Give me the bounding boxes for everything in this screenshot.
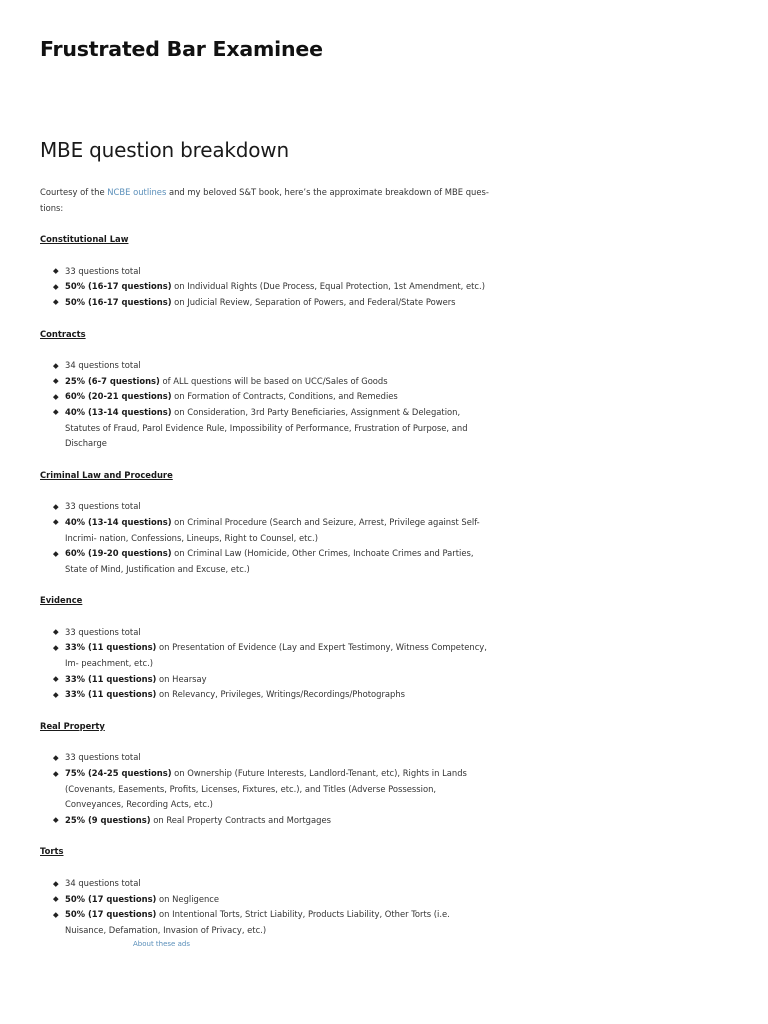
list-item bbox=[65, 625, 492, 641]
item-bold: 60% (19-20 questions) bbox=[65, 548, 172, 559]
item-text: on Criminal Procedure (Search and Seizure, Arrest, Privilege against Self-Incrimi- nation, Confessions, Lineups, Right to Counsel, etc.) bbox=[65, 516, 480, 543]
item-text: on Formation of Contracts, Conditions, and Remedies bbox=[171, 391, 398, 402]
about-these-ads-link[interactable]: About these ads bbox=[133, 940, 190, 948]
list-item bbox=[65, 389, 492, 405]
list-item bbox=[65, 264, 492, 280]
item-bold: 50% (17 questions) bbox=[65, 909, 157, 920]
site-title[interactable]: Frustrated Bar Examinee bbox=[40, 37, 323, 61]
section-heading-contracts: Contracts bbox=[40, 328, 86, 339]
item-bold: 75% (24-25 questions) bbox=[65, 768, 172, 779]
list-item bbox=[65, 640, 492, 671]
constitutional-law-list bbox=[40, 264, 492, 311]
item-text: on Judicial Review, Separation of Powers, and Federal/State Powers bbox=[171, 296, 456, 307]
item-bold: 25% (9 questions) bbox=[65, 814, 151, 825]
item-bold: 40% (13-14 questions) bbox=[65, 516, 172, 527]
item-text: of ALL questions will be based on UCC/Sales of Goods bbox=[159, 375, 388, 386]
post-content bbox=[40, 135, 492, 954]
list-item bbox=[65, 766, 492, 813]
list-item bbox=[65, 405, 492, 452]
item-text: on Presentation of Evidence (Lay and Expert Testimony, Witness Competency, Im- peachment, etc.) bbox=[65, 642, 487, 669]
item-text: on Ownership (Future Interests, Landlord-Tenant, etc), Rights in Lands (Covenants, Easements, Profits, Licenses, Fixtures, etc.), and Titles (Adverse Possession, Conveyances, Recording Acts, etc.) bbox=[65, 768, 467, 810]
list-item bbox=[65, 546, 492, 577]
criminal-law-list bbox=[40, 499, 492, 577]
list-item bbox=[65, 876, 492, 892]
list-item bbox=[65, 907, 492, 938]
post-title: MBE question breakdown bbox=[40, 138, 289, 162]
list-item bbox=[65, 279, 492, 295]
item-text: 34 questions total bbox=[65, 360, 141, 371]
item-bold: 50% (17 questions) bbox=[65, 893, 157, 904]
item-text: on Consideration, 3rd Party Beneficiaries, Assignment & Delegation, Statutes of Fraud, Parol Evidence Rule, Impossibility of Performance, Frustration of Purpose, and Discharge bbox=[65, 406, 468, 449]
item-bold: 33% (11 questions) bbox=[65, 689, 157, 700]
evidence-list bbox=[40, 625, 492, 703]
item-bold: 25% (6-7 questions) bbox=[65, 375, 160, 386]
ncbe-outlines-link[interactable]: NCBE outlines bbox=[107, 187, 167, 197]
section-heading-real-property: Real Property bbox=[40, 720, 105, 731]
item-text: 34 questions total bbox=[65, 878, 141, 888]
item-text: on Negligence bbox=[156, 893, 220, 904]
contracts-list bbox=[40, 358, 492, 452]
item-text: on Real Property Contracts and Mortgages bbox=[150, 814, 331, 825]
item-text: 33 questions total bbox=[65, 265, 141, 276]
post-intro bbox=[40, 185, 492, 216]
item-bold: 40% (13-14 questions) bbox=[65, 406, 172, 417]
item-text: on Criminal Law (Homicide, Other Crimes, Inchoate Crimes and Parties, State of Mind, Justification and Excuse, etc.) bbox=[65, 548, 474, 574]
section-heading-evidence: Evidence bbox=[40, 595, 83, 606]
list-item bbox=[65, 750, 492, 766]
item-bold: 33% (11 questions) bbox=[65, 673, 157, 684]
item-text: on Intentional Torts, Strict Liability, Products Liability, Other Torts (i.e. Nuisance, Defamation, Invasion of Privacy, etc.) bbox=[65, 909, 450, 935]
section-heading-torts: Torts bbox=[40, 846, 64, 857]
list-item bbox=[65, 687, 492, 703]
item-bold: 60% (20-21 questions) bbox=[65, 391, 172, 402]
intro-text-after: and my beloved S&T book, here’s the approximate breakdown of MBE ques- tions: bbox=[40, 187, 489, 213]
item-text: 33 questions total bbox=[65, 752, 141, 763]
item-text: on Relevancy, Privileges, Writings/Recordings/Photographs bbox=[156, 689, 406, 700]
list-item bbox=[65, 295, 492, 311]
real-property-list bbox=[40, 750, 492, 828]
section-heading-constitutional-law: Constitutional Law bbox=[40, 234, 129, 245]
list-item bbox=[65, 672, 492, 688]
list-item bbox=[65, 892, 492, 908]
item-text: 33 questions total bbox=[65, 501, 141, 512]
list-item bbox=[65, 358, 492, 374]
item-text: on Individual Rights (Due Process, Equal Protection, 1st Amendment, etc.) bbox=[171, 281, 485, 292]
list-item bbox=[65, 374, 492, 390]
intro-text-before: Courtesy of the bbox=[40, 187, 108, 197]
item-text: 33 questions total bbox=[65, 626, 141, 637]
torts-list bbox=[40, 876, 492, 938]
list-item bbox=[65, 515, 492, 546]
item-bold: 50% (16-17 questions) bbox=[65, 281, 172, 292]
item-bold: 50% (16-17 questions) bbox=[65, 296, 172, 307]
list-item bbox=[65, 813, 492, 829]
item-text: on Hearsay bbox=[156, 673, 207, 684]
list-item bbox=[65, 499, 492, 515]
item-bold: 33% (11 questions) bbox=[65, 642, 157, 653]
section-heading-criminal-law: Criminal Law and Procedure bbox=[40, 469, 173, 480]
